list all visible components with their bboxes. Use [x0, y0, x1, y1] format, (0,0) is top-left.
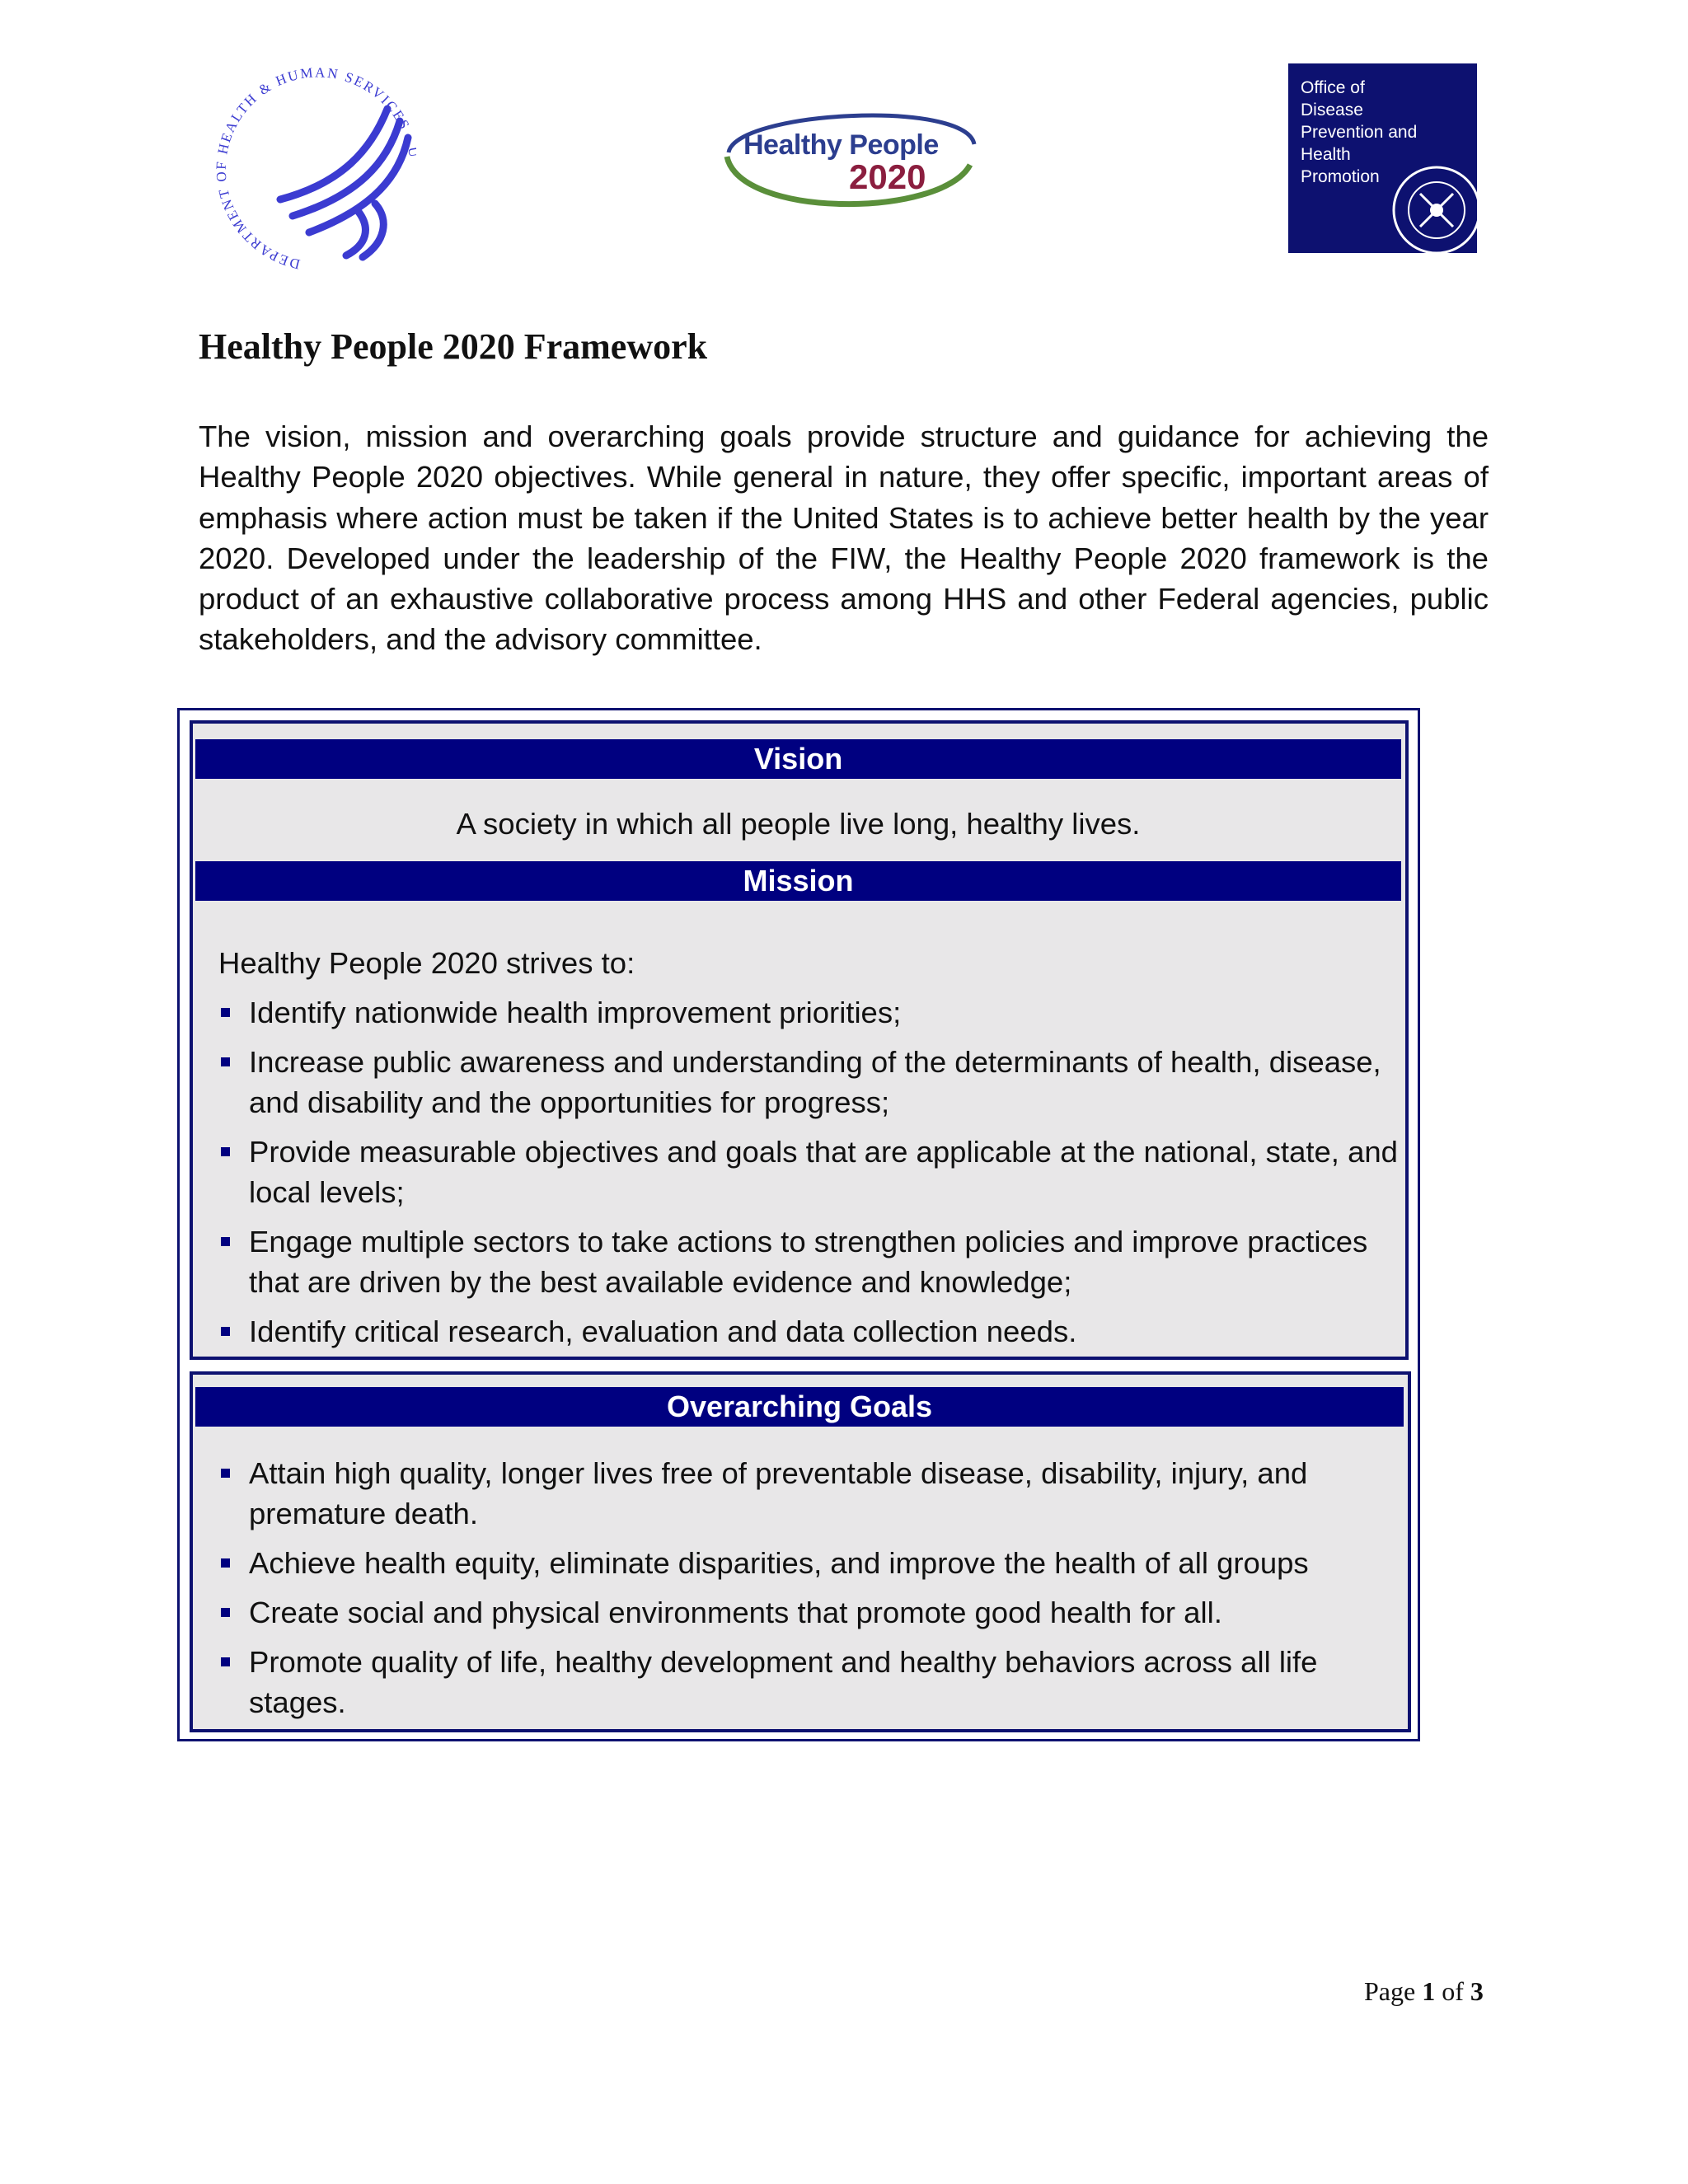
odphp-line: Promotion	[1301, 167, 1380, 186]
goal-item-text: Attain high quality, longer lives free of preventable disease, disability, injury, and premature death.	[249, 1456, 1308, 1530]
odphp-logo	[1288, 63, 1477, 253]
page-number	[1364, 1976, 1484, 2007]
odphp-line: Disease	[1301, 101, 1363, 120]
healthy-people-logo-year: 2020	[849, 157, 926, 196]
list-item	[218, 1132, 1405, 1212]
list-item	[218, 1221, 1405, 1302]
list-item	[218, 1543, 1372, 1583]
bullet-icon	[221, 1008, 230, 1017]
mission-item-text: Increase public awareness and understanding of the determinants of health, disease, and disability and the opportunities for progress;	[249, 1045, 1381, 1119]
bullet-icon	[221, 1608, 230, 1617]
odphp-line: Health	[1301, 145, 1351, 164]
hhs-seal-text: DEPARTMENT OF HEALTH & HUMAN SERVICES	[213, 64, 414, 273]
public-health-seal-icon	[1387, 161, 1477, 253]
list-item	[218, 1042, 1405, 1122]
intro-paragraph: The vision, mission and overarching goals provide structure and guidance for achieving the Healthy People 2020 objectives. While general in nature, they offer specific, important areas of emphasis where action must be taken if the United States is to achieve better health by the year 2020. Developed under the leadership of the FIW, the Healthy People 2020 framework is the product of an exhaustive collaborative process among HHS and other Federal agencies, public stakeholders, and the advisory committee.	[199, 419, 1489, 657]
hhs-eagle-icon	[202, 59, 416, 278]
vision-heading: Vision	[195, 739, 1401, 779]
mission-list	[218, 992, 1405, 1361]
bullet-icon	[221, 1147, 230, 1156]
bullet-icon	[221, 1237, 230, 1246]
page-current: 1	[1422, 1976, 1436, 2006]
goals-list	[218, 1453, 1372, 1732]
page-of: of	[1442, 1976, 1464, 2006]
goal-item-text: Create social and physical environments that promote good health for all.	[249, 1596, 1222, 1629]
list-item	[218, 1311, 1405, 1352]
list-item	[218, 1453, 1372, 1534]
mission-intro: Healthy People 2020 strives to:	[218, 946, 635, 980]
bullet-icon	[221, 1558, 230, 1568]
list-item	[218, 1592, 1372, 1633]
vision-text: A society in which all people live long, healthy lives.	[456, 807, 1141, 841]
page-title: Healthy People 2020 Framework	[199, 326, 708, 367]
mission-heading: Mission	[195, 861, 1401, 901]
hhs-logo	[202, 59, 416, 278]
odphp-line: Prevention and	[1301, 123, 1418, 142]
list-item	[218, 1642, 1372, 1722]
mission-item-text: Provide measurable objectives and goals that are applicable at the national, state, and local levels;	[249, 1135, 1398, 1209]
odphp-line: Office of	[1301, 78, 1365, 97]
bullet-icon	[221, 1057, 230, 1066]
page-label: Page	[1364, 1976, 1416, 2006]
mission-item-text: Identify critical research, evaluation and data collection needs.	[249, 1315, 1077, 1348]
bullet-icon	[221, 1469, 230, 1478]
goal-item-text: Achieve health equity, eliminate disparities, and improve the health of all groups	[249, 1546, 1309, 1580]
bullet-icon	[221, 1657, 230, 1666]
bullet-icon	[221, 1327, 230, 1336]
mission-item-text: Engage multiple sectors to take actions to strengthen policies and improve practices that are driven by the best available evidence and knowledge;	[249, 1225, 1368, 1299]
list-item	[218, 992, 1405, 1033]
goal-item-text: Promote quality of life, healthy development and healthy behaviors across all life stages.	[249, 1645, 1318, 1719]
goals-heading: Overarching Goals	[195, 1387, 1404, 1427]
healthy-people-logo-text: Healthy People	[743, 129, 939, 161]
page-total: 3	[1470, 1976, 1484, 2006]
mission-item-text: Identify nationwide health improvement priorities;	[249, 996, 902, 1029]
svg-text:DEPARTMENT OF HEALTH & HUMAN S	[202, 59, 416, 272]
healthy-people-logo	[719, 95, 982, 218]
